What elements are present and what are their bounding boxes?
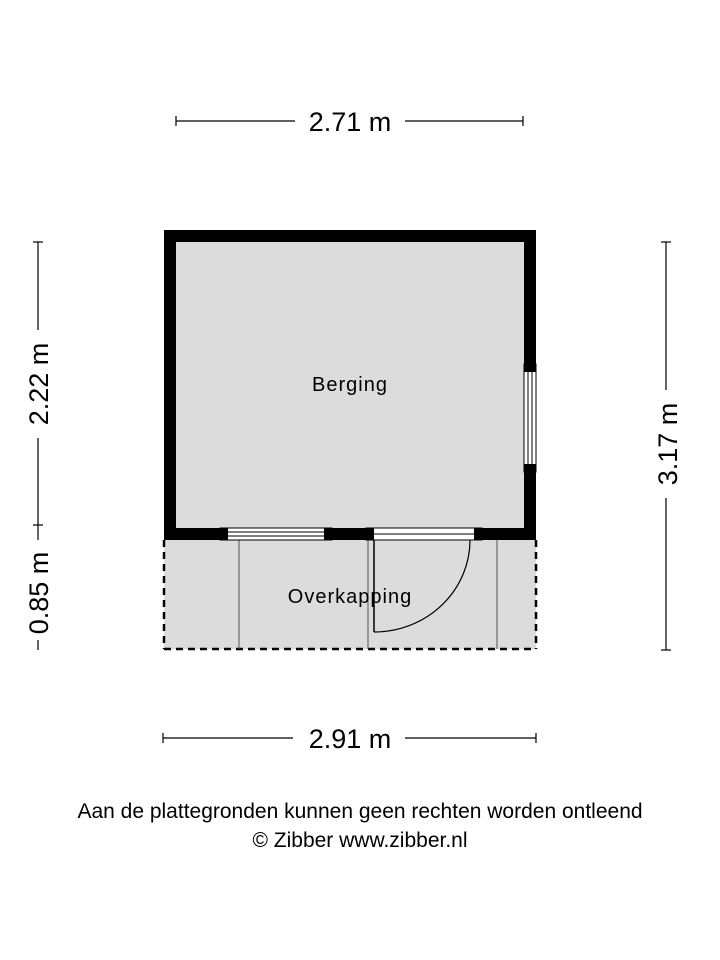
dimension-left-upper-label: 2.22 m (24, 342, 54, 426)
wall-bottom-left (164, 528, 220, 540)
wall-bottom-right (482, 528, 536, 540)
dimension-left-lower (24, 525, 54, 650)
room-label-berging: Berging (312, 374, 388, 396)
dimension-left-lower-label: 0.85 m (24, 551, 54, 635)
wall-bottom-middle (332, 528, 366, 540)
wall-right-upper (524, 230, 536, 364)
dimension-right-label: 3.17 m (653, 402, 683, 486)
dimension-bottom-label: 2.91 m (308, 724, 392, 754)
wall-left (164, 230, 176, 540)
wall-top (164, 230, 536, 242)
dimension-right (653, 242, 683, 650)
dimension-bottom (163, 724, 536, 754)
room-label-overkapping: Overkapping (287, 586, 413, 608)
window-right (524, 364, 536, 472)
dimension-left-upper (24, 242, 54, 525)
footer-disclaimer: Aan de plattegronden kunnen geen rechten worden ontleend (77, 800, 643, 823)
dimension-top (176, 107, 523, 137)
dimension-top-label: 2.71 m (308, 107, 392, 137)
footer-copyright: © Zibber www.zibber.nl (252, 829, 468, 852)
window-bottom (220, 528, 332, 540)
